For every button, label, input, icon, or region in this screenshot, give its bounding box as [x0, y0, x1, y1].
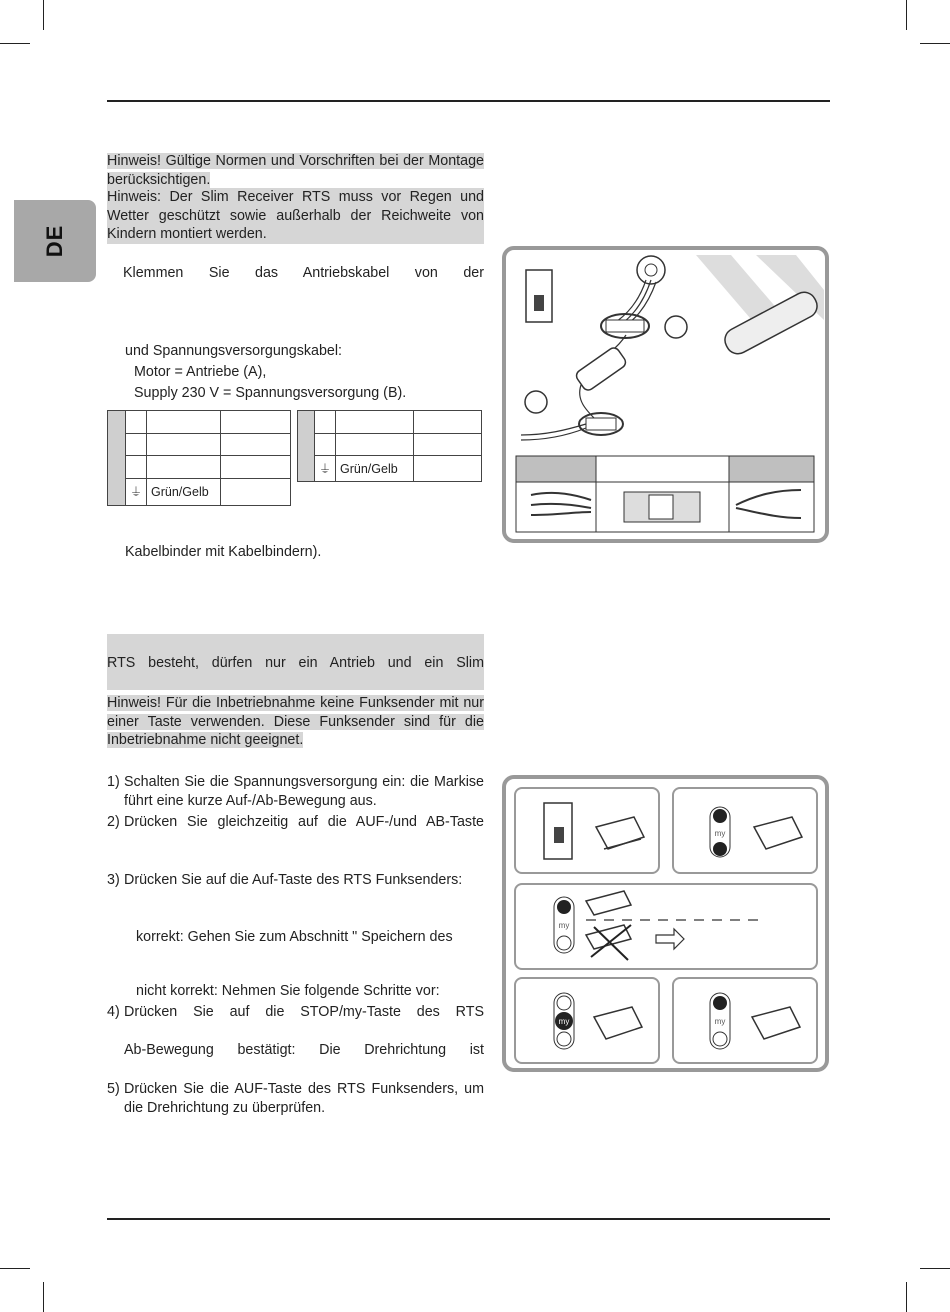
note-single-motor: RTS besteht, dürfen nur ein Antrieb und ein Slim — [107, 634, 484, 690]
step-num: 3) — [107, 872, 120, 888]
wire-color-ground: Grün/Gelb — [336, 456, 414, 482]
language-tab — [14, 200, 96, 282]
note-standards: Hinweis! Gültige Normen und Vorschriften bei der Montage berücksichtigen. — [107, 153, 484, 188]
callout-a — [665, 316, 687, 338]
language-tab-label: DE — [42, 224, 67, 258]
step-box-power — [514, 787, 660, 874]
crop-mark — [906, 1282, 907, 1312]
step-box-up — [672, 977, 818, 1064]
crop-mark — [0, 1268, 30, 1269]
step-substep: korrekt: Gehen Sie zum Abschnitt " Speichern des — [136, 929, 453, 945]
wire-table-motor — [107, 410, 291, 506]
ground-icon: ⏚ — [126, 478, 147, 505]
step-num: 5) — [107, 1081, 120, 1097]
crop-mark — [920, 43, 950, 44]
step-substep: nicht korrekt: Nehmen Sie folgende Schritte vor: — [136, 983, 440, 999]
wiring-diagram — [506, 250, 825, 539]
step-num: 2) — [107, 814, 120, 830]
step-num: 4) — [107, 1004, 120, 1020]
remote-steps-illustration — [502, 775, 829, 1072]
step-text: Drücken Sie die AUF-Taste des RTS Funksenders, um die Drehrichtung zu überprüfen. — [124, 1081, 484, 1116]
step-text: Drücken Sie auf die STOP/my-Taste des RTS — [124, 1004, 484, 1020]
crop-mark — [43, 1282, 44, 1312]
footer-rule — [107, 1218, 830, 1220]
wiring-supply: Supply 230 V = Spannungsversorgung (B). — [134, 385, 407, 401]
callout-b — [525, 391, 547, 413]
svg-text:my: my — [558, 1017, 570, 1026]
wire-color-ground: Grün/Gelb — [147, 478, 221, 505]
wiring-line2: und Spannungsversorgungskabel: — [125, 343, 342, 359]
step-box-my — [514, 977, 660, 1064]
crop-mark — [920, 1268, 950, 1269]
step-text: Drücken Sie auf die Auf-Taste des RTS Funksenders: — [124, 872, 463, 888]
wiring-illustration — [502, 246, 829, 543]
cable-ties-text: Kabelbinder mit Kabelbindern). — [125, 544, 322, 560]
table-header-cell — [298, 411, 315, 482]
wire-table-supply — [297, 410, 482, 482]
step-num: 1) — [107, 774, 120, 790]
ground-icon: ⏚ — [315, 456, 336, 482]
note-mounting: Hinweis: Der Slim Receiver RTS muss vor Regen und Wetter geschützt sowie außerhalb der Reichweite von Kindern montiert werden. — [107, 189, 484, 242]
step-text: Schalten Sie die Spannungsversorgung ein: die Markise führt eine kurze Auf-/Ab-Bewegung aus. — [124, 774, 484, 809]
my-button-label: my — [714, 829, 726, 838]
svg-text:my: my — [714, 1017, 726, 1026]
svg-text:my: my — [558, 921, 570, 930]
step-substep: Ab-Bewegung bestätigt: Die Drehrichtung ist — [124, 1042, 484, 1058]
step-box-up-down — [672, 787, 818, 874]
crop-mark — [906, 0, 907, 30]
step-box-direction-check — [514, 883, 818, 970]
crop-mark — [0, 43, 30, 44]
table-header-cell — [108, 411, 126, 506]
note-single-button-remote: Hinweis! Für die Inbetriebnahme keine Funksender mit nur einer Taste verwenden. Diese Funksender sind für die Inbetriebnahme nicht geeignet. — [107, 695, 484, 748]
wiring-intro: Klemmen Sie das Antriebskabel von der — [123, 265, 484, 281]
crop-mark — [43, 0, 44, 30]
step-text: Drücken Sie gleichzeitig auf die AUF-/und AB-Taste — [124, 814, 484, 830]
wiring-motor: Motor = Antriebe (A), — [134, 364, 267, 380]
header-rule — [107, 100, 830, 102]
